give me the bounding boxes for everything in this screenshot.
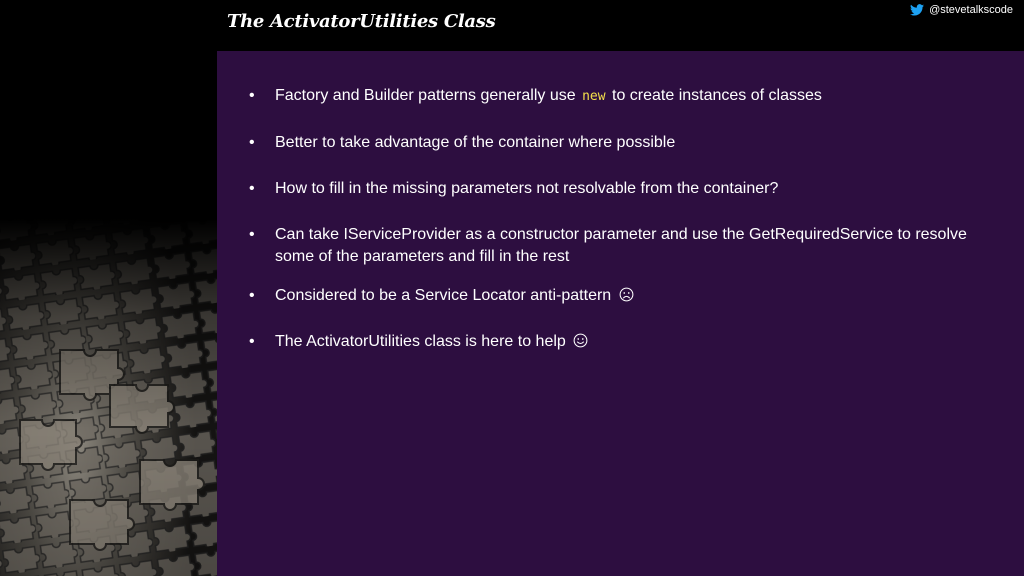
bullet-item <box>249 285 989 307</box>
bullet-text: How to fill in the missing parameters not resolvable from the container? <box>275 180 779 197</box>
bullet-text: to create instances of classes <box>612 87 822 104</box>
smiley-face-icon <box>573 333 588 348</box>
twitter-bird-icon <box>910 4 924 16</box>
bullet-item <box>249 85 989 108</box>
bullet-item <box>249 132 989 154</box>
bullet-item <box>249 331 989 353</box>
bullet-text: Considered to be a Service Locator anti-pattern <box>275 287 612 304</box>
handle-text: @stevetalkscode <box>929 4 1013 16</box>
slide-title: The ActivatorUtilities Class <box>227 11 496 32</box>
bullet-marker: • <box>249 180 255 197</box>
bullet-item <box>249 178 989 200</box>
bullet-marker: • <box>249 287 255 304</box>
bullet-marker: • <box>249 226 255 243</box>
jigsaw-puzzle-image <box>0 0 217 576</box>
content-panel <box>217 51 1024 576</box>
bullet-marker: • <box>249 333 255 350</box>
bullet-list <box>249 85 989 377</box>
sad-face-icon <box>619 287 634 302</box>
code-keyword: new <box>582 89 606 104</box>
bullet-text: Can take IServiceProvider as a constructor parameter and use the GetRequiredService to resolve some of the parameters and fill in the rest <box>275 226 967 265</box>
bullet-text: Factory and Builder patterns generally use <box>275 87 576 104</box>
bullet-text: Better to take advantage of the container where possible <box>275 134 676 151</box>
twitter-handle <box>910 4 1013 16</box>
bullet-text: The ActivatorUtilities class is here to help <box>275 333 566 350</box>
bullet-marker: • <box>249 87 255 104</box>
bullet-item <box>249 224 989 268</box>
bullet-marker: • <box>249 134 255 151</box>
